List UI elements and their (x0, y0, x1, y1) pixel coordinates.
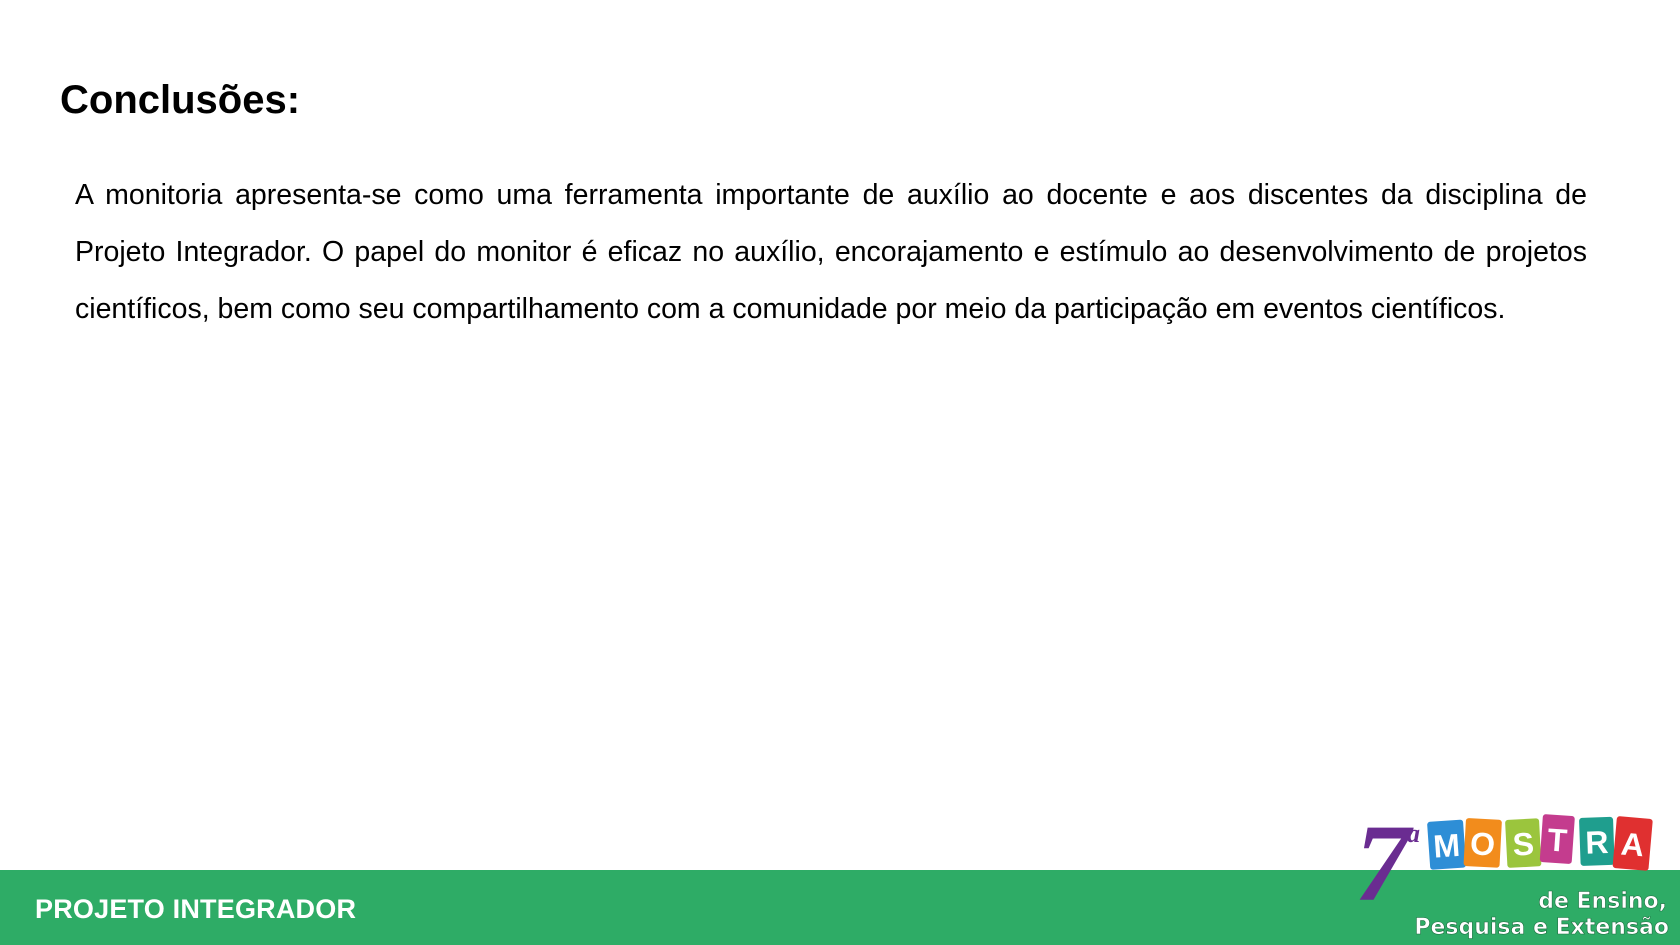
footer-label: PROJETO INTEGRADOR (35, 894, 357, 924)
logo-subtitle-2: Pesquisa e Extensão (1414, 915, 1669, 940)
slide-body-text: A monitoria apresenta-se como uma ferramenta importante de auxílio ao docente e aos discentes da disciplina de Projeto Integrador. O papel do monitor é eficaz no auxílio, encorajamento e estímulo ao desenvolvimento de projetos científicos, bem como seu compartilhamento com a comunidade por meio da participação em eventos científicos. (75, 179, 1587, 325)
slide-title: Conclusões: (60, 78, 301, 122)
logo-letter-4: T (1546, 821, 1569, 859)
logo-flag-3 (1505, 818, 1541, 868)
logo-subtitle-1: de Ensino, (1538, 889, 1667, 914)
logo-flag-5 (1579, 817, 1615, 866)
logo-flag-6 (1612, 816, 1652, 871)
logo-letter-2: O (1469, 825, 1497, 863)
logo-letter-1: M (1432, 826, 1462, 865)
logo-flag-2 (1463, 818, 1501, 868)
logo-letter-3: S (1511, 825, 1535, 863)
event-logo (1355, 800, 1680, 945)
logo-ordinal: a (1407, 819, 1420, 848)
logo-number: 7 (1355, 802, 1410, 924)
logo-flag-1 (1427, 819, 1466, 869)
logo-flag-4 (1540, 814, 1575, 864)
logo-letter-6: A (1619, 825, 1646, 864)
logo-letter-5: R (1584, 823, 1610, 861)
